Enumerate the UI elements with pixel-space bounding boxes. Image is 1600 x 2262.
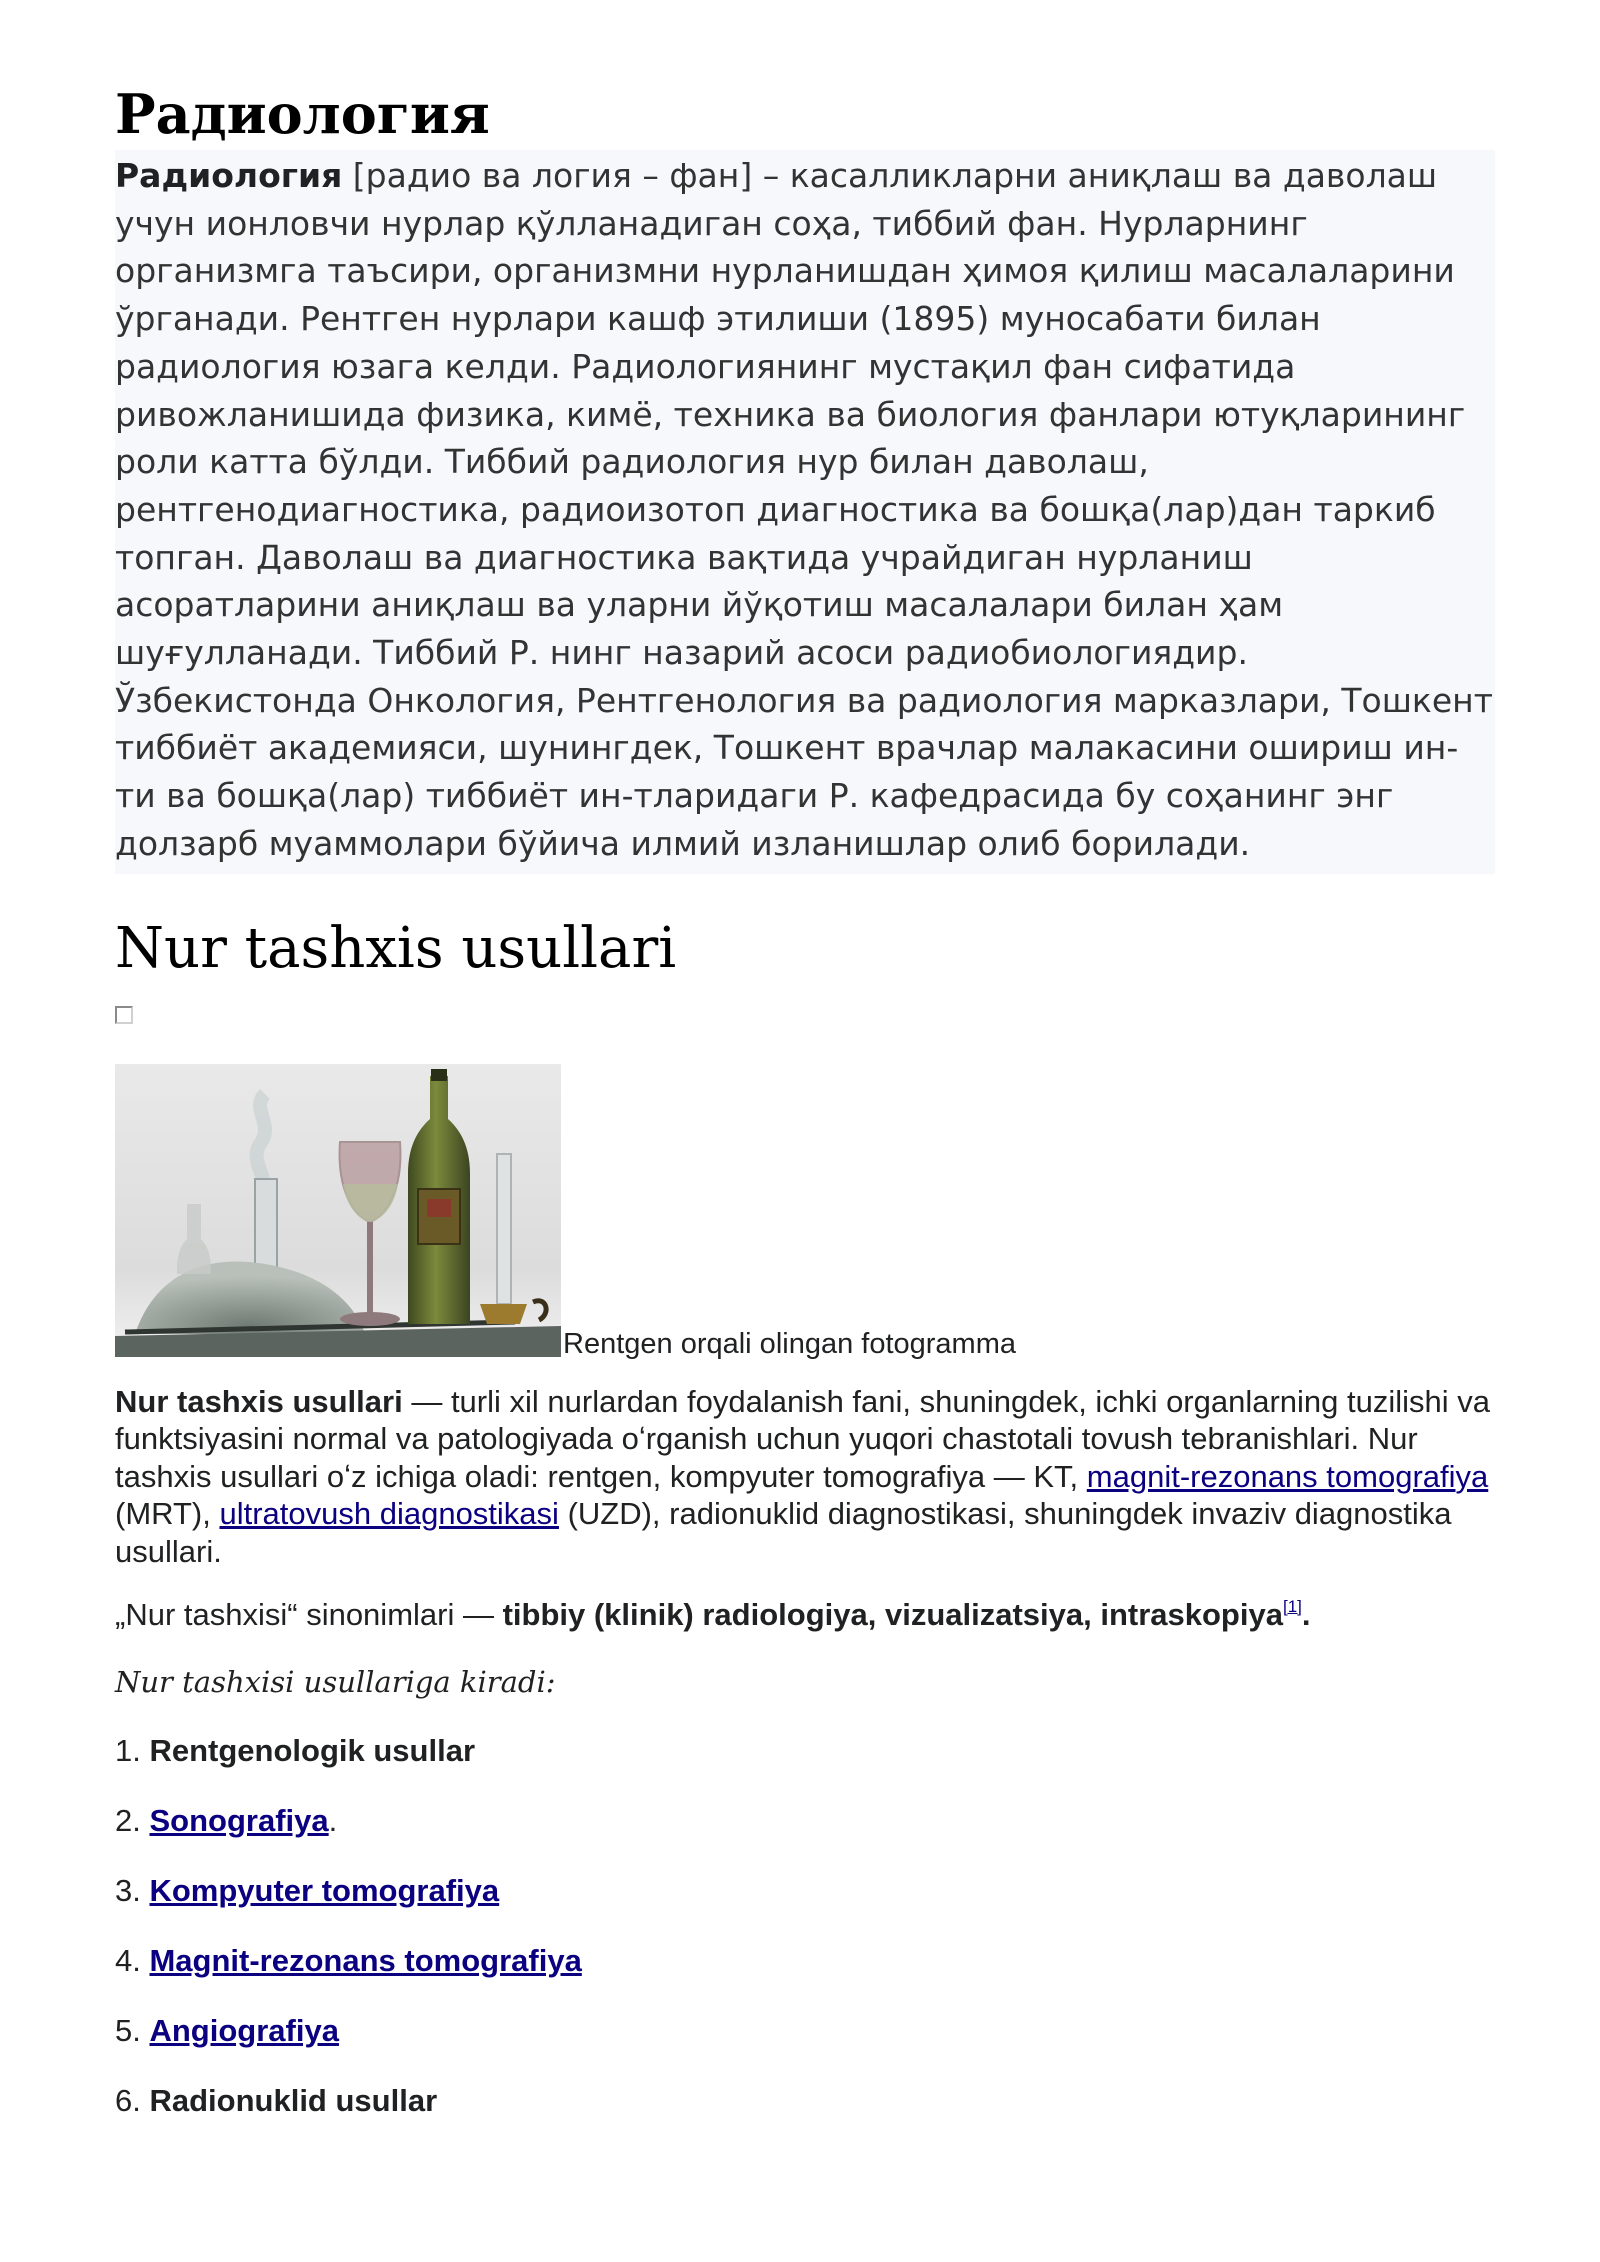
list-item (115, 1856, 1495, 1926)
article (115, 78, 1495, 2136)
list-item (115, 2066, 1495, 2136)
intro-text: [радио ва логия – фан] – касалликларни аниқлаш ва даволаш учун ионловчи нурлар қўлланадиган соҳа, тиббий фан. Нурларнинг организмга таъсири, организмни нурланишдан ҳимоя қилиш масалаларини ўрганади. Рентген нурлари кашф этилиши (1895) муносабати билан радиология юзага келди. Радиологиянинг мустақил фан сифатида ривожланишида физика, кимё, техника ва биология фанлари ютуқларининг роли катта бўлди. Тиббий радиология нур билан даволаш, рентгенодиагностика, радиоизотоп диагностика ва бошқа(лар)дан таркиб топган. Даволаш ва диагностика вақтида учрайдиган нурланиш асоратларини аниқлаш ва уларни йўқотиш масалалари билан ҳам шуғулланади. Тиббий Р. нинг назарий асоси радиобиологиядир. Ўзбекистонда Онкология, Рентгенология ва радиология марказлари, Тошкент тиббиёт академияси, шунингдек, Тошкент врачлар малакасини ошириш ин-ти ва бошқа(лар) тиббиёт ин-тларидаги Р. кафедрасида бу соҳанинг энг долзарб муаммолари бўйича илмий изланишлар олиб борилади. (115, 156, 1493, 863)
list-number: 4. (115, 1942, 141, 1978)
synonyms-text: „Nur tashxisi“ sinonimlari — (115, 1597, 503, 1633)
definition-text: (MRT), (115, 1496, 220, 1532)
list-suffix: . (328, 1802, 338, 1838)
link-angiografiya[interactable] (149, 2013, 338, 2048)
list-item (115, 1716, 1495, 1786)
paragraph-definition (115, 1383, 1495, 1571)
reference-superscript (1283, 1597, 1302, 1616)
paragraph-synonyms (115, 1596, 1495, 1634)
definition-term: Nur tashxis usullari (115, 1383, 403, 1419)
method-label: Radionuklid usullar (149, 2082, 438, 2118)
page-title: Радиология (115, 82, 490, 146)
intro-term: Радиология (115, 156, 343, 195)
list-number: 3. (115, 1872, 141, 1908)
method-label: Angiografiya (149, 2012, 339, 2048)
figure-caption: Rentgen orqali olingan fotogramma (563, 1327, 1016, 1360)
link-kompyuter-tomografiya[interactable] (149, 1873, 499, 1908)
link-sonografiya[interactable] (149, 1803, 328, 1838)
link-magnit-rezonans-tomografiya[interactable]: magnit-rezonans tomografiya (1086, 1458, 1489, 1494)
definition-text: (UZD), radionuklid diagnostikasi, shuningdek invaziv diagnostika usullari. (115, 1496, 1452, 1569)
intro-paragraph (115, 150, 1495, 874)
synonyms-bold: tibbiy (klinik) radiologiya, vizualizatsiya, intraskopiya (502, 1597, 1283, 1633)
broken-image-icon (115, 1006, 133, 1024)
section-heading: Nur tashxis usullari (115, 915, 677, 981)
definition-text: — turli xil nurlardan foydalanish fani, shuningdek, ichki organlarning tuzilishi va funktsiyasini normal va patologiyada oʻrganish uchun yuqori chastotali tovush tebranishlari. Nur tashxis usullari oʻz ichiga oladi: rentgen, kompyuter tomografiya — KT, (115, 1383, 1491, 1494)
figure (115, 1064, 1495, 1360)
link-ultratovush-diagnostikasi[interactable]: ultratovush diagnostikasi (219, 1496, 559, 1532)
list-item (115, 1786, 1495, 1856)
list-item (115, 1926, 1495, 1996)
synonyms-period: . (1301, 1597, 1311, 1633)
methods-lead: Nur tashxisi usullariga kiradi: (115, 1664, 556, 1699)
list-number: 2. (115, 1802, 141, 1838)
xray-photo (115, 1064, 561, 1357)
list-number: 6. (115, 2082, 141, 2118)
link-magnit-rezonans-tomografiya-list[interactable] (149, 1943, 581, 1978)
method-label: Sonografiya (149, 1802, 329, 1838)
list-number: 1. (115, 1732, 141, 1768)
method-label: Kompyuter tomografiya (149, 1872, 500, 1908)
reference-link-1[interactable]: [1] (1282, 1597, 1302, 1617)
list-number: 5. (115, 2012, 141, 2048)
method-label: Rentgenologik usullar (149, 1732, 476, 1768)
method-label: Magnit-rezonans tomografiya (149, 1942, 582, 1978)
methods-list (115, 1716, 1495, 2136)
list-item (115, 1996, 1495, 2066)
